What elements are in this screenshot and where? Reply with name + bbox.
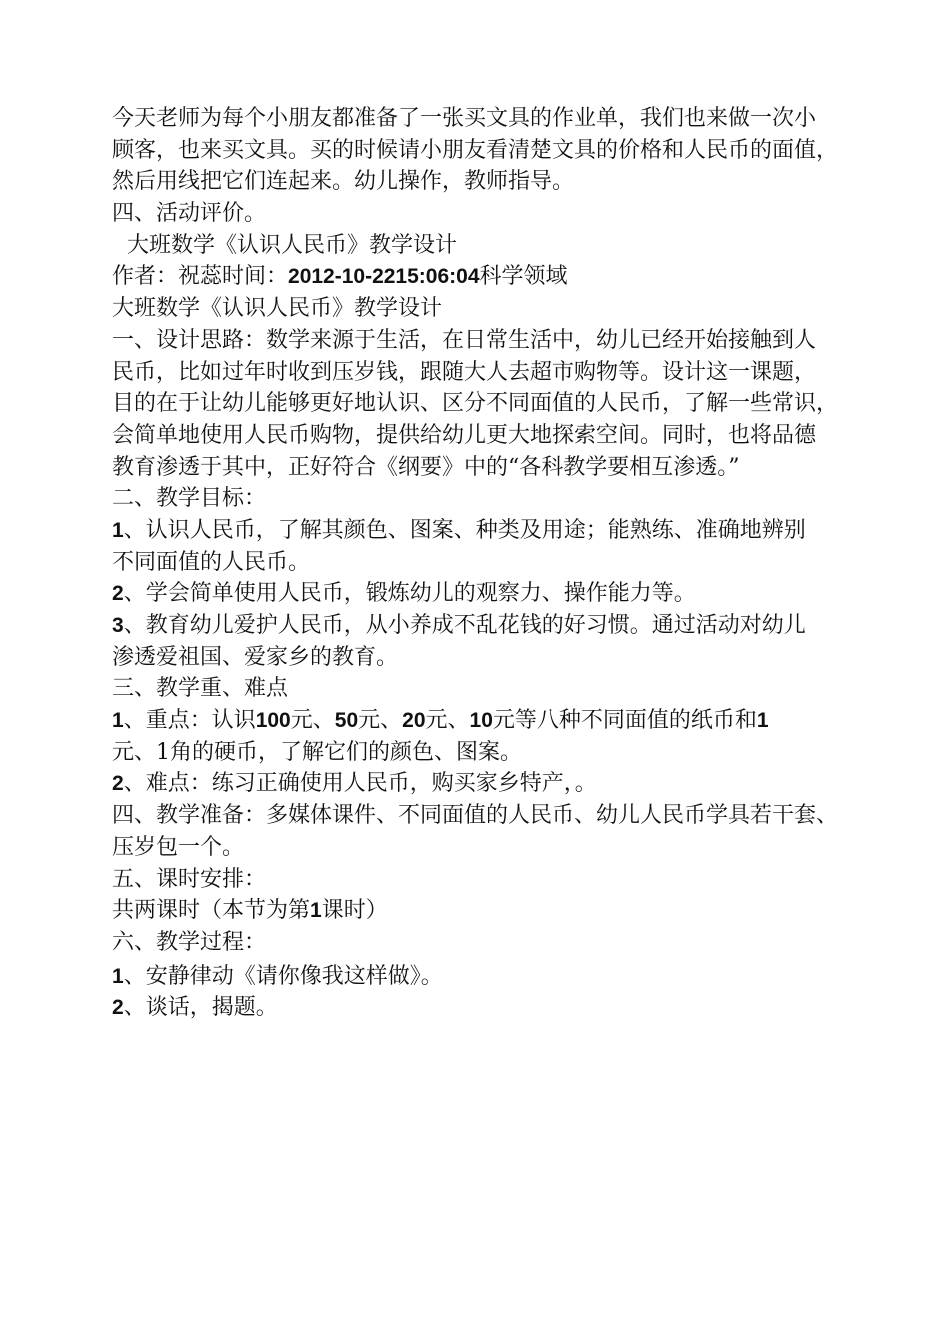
paragraph-line: 目的在于让幼儿能够更好地认识、区分不同面值的人民币，了解一些常识， — [112, 391, 839, 417]
paragraph-line: 民币，比如过年时收到压岁钱，跟随大人去超市购物等。设计这一课题， — [112, 359, 817, 385]
list-text: 、学会简单使用人民币，锻炼幼儿的观察力、操作能力等。 — [123, 581, 696, 607]
list-text: 元、 — [358, 708, 403, 734]
line-text: 共两课时（本节为第 — [112, 898, 311, 924]
paragraph-line: 会简单地使用人民币购物，提供给幼儿更大地探索空间。同时，也将品德 — [112, 422, 817, 448]
paragraph-line: 元、1角的硬币，了解它们的颜色、图案。 — [112, 739, 522, 765]
list-text: 、谈话，揭题。 — [123, 995, 278, 1021]
author-line — [112, 261, 872, 293]
list-item — [112, 705, 872, 737]
paragraph-line: 顾客，也来买文具。买的时候请小朋友看清楚文具的价格和人民币的面值， — [112, 137, 839, 163]
document-subtitle: 大班数学《认识人民币》教学设计 — [112, 296, 443, 322]
list-number: 1 — [112, 709, 124, 733]
list-text: 、教育幼儿爱护人民币，从小养成不乱花钱的好习惯。通过活动对幼儿 — [123, 613, 806, 638]
list-text: 、认识人民币，了解其颜色、图案、种类及用途；能熟练、准确地辨别 — [123, 517, 806, 543]
list-number: 1 — [112, 964, 124, 988]
denomination: 50 — [334, 709, 359, 733]
list-item — [112, 578, 872, 610]
denomination: 100 — [255, 709, 291, 733]
paragraph-line: 渗透爱祖国、爱家乡的教育。 — [112, 644, 399, 670]
denomination: 10 — [469, 709, 493, 733]
field-label: 科学领域 — [479, 264, 568, 290]
denomination: 1 — [756, 709, 769, 733]
list-text: 元等八种不同面值的纸币和 — [492, 708, 757, 734]
paragraph-line: 今天老师为每个小朋友都准备了一张买文具的作业单，我们也来做一次小 — [112, 106, 817, 131]
timestamp: 2012-10-2215:06:04 — [288, 265, 480, 289]
paragraph-line: 一、设计思路：数学来源于生活，在日常生活中，幼儿已经开始接触到人 — [112, 327, 817, 353]
document-body — [112, 103, 872, 1024]
section-heading: 五、课时安排： — [112, 866, 267, 892]
list-item — [112, 610, 872, 642]
list-number: 1 — [112, 518, 124, 542]
paragraph-line: 四、教学准备：多媒体课件、不同面值的人民币、幼儿人民币学具若干套、 — [112, 803, 839, 829]
paragraph-line: 不同面值的人民币。 — [112, 549, 311, 575]
list-text: 元、 — [290, 708, 335, 734]
line-text: 课时） — [321, 898, 388, 924]
list-item — [112, 768, 872, 800]
document-title: 大班数学《认识人民币》教学设计 — [127, 232, 458, 258]
section-heading: 四、活动评价。 — [112, 201, 267, 227]
list-text: 、安静律动《请你像我这样做》。 — [123, 963, 443, 989]
paragraph-line: 然后用线把它们连起来。幼儿操作，教师指导。 — [112, 169, 575, 195]
section-heading: 六、教学过程： — [112, 929, 267, 955]
list-number: 3 — [112, 614, 124, 637]
list-text: 元、 — [425, 708, 470, 734]
list-item — [112, 992, 872, 1024]
list-item — [112, 961, 872, 993]
list-text: 、难点：练习正确使用人民币，购买家乡特产，。 — [123, 771, 597, 797]
list-item — [112, 515, 872, 547]
lesson-number: 1 — [310, 899, 322, 923]
denomination: 20 — [402, 709, 426, 733]
author-label: 作者：祝蕊时间： — [112, 264, 289, 290]
section-heading: 二、教学目标： — [112, 486, 267, 512]
list-number: 2 — [112, 996, 124, 1020]
section-heading: 三、教学重、难点 — [112, 676, 289, 702]
paragraph-line: 教育渗透于其中，正好符合《纲要》中的“各科教学要相互渗透。” — [112, 454, 740, 480]
list-text: 、重点：认识 — [123, 708, 256, 734]
paragraph-line — [112, 895, 872, 927]
list-number: 2 — [112, 772, 124, 796]
paragraph-line: 压岁包一个。 — [112, 834, 245, 860]
list-number: 2 — [112, 582, 124, 606]
